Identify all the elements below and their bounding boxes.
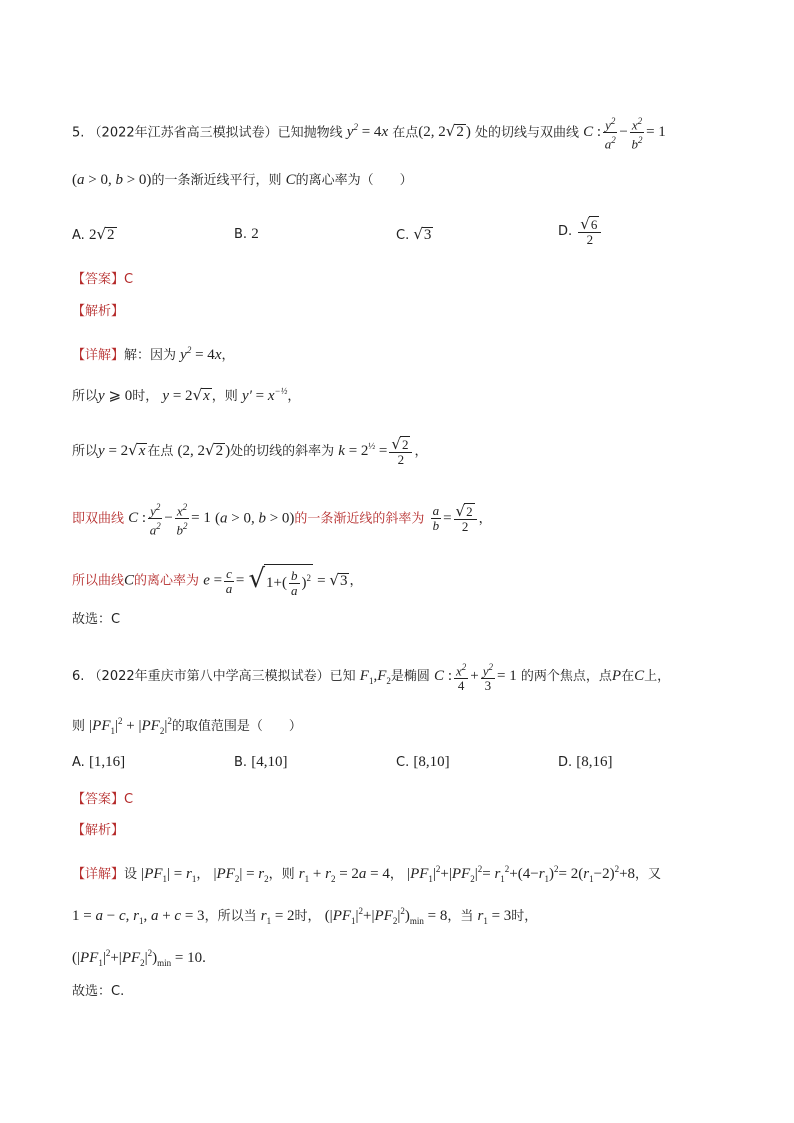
q6-option-d[interactable]: D. [8,16] xyxy=(558,754,613,770)
q6-answer: 【答案】C xyxy=(72,792,134,807)
math-parabola: $y^2 = 4x$ xyxy=(346,122,389,141)
q5-number: 5. xyxy=(72,125,85,141)
q6-choose: 故选：C. xyxy=(72,984,125,999)
q5-option-d[interactable]: D. $\frac{√6}{2}$ xyxy=(558,216,603,247)
q6-number: 6. xyxy=(72,669,85,685)
q5-option-b[interactable]: B. 2 xyxy=(234,226,259,242)
q6-option-a[interactable]: A. [1,16] xyxy=(72,754,126,770)
q5-source: （2022年江苏省高三模拟试卷） xyxy=(88,125,278,141)
q6-detail-line3: $(|PF_1|^2+|PF_2|^2)_{min} = 10$. xyxy=(72,948,206,968)
q5-stem-line2: (a > 0, b > 0)的一条渐近线平行，则 C的离心率为（ ） xyxy=(72,172,413,188)
q5-detail-line4: 即双曲线 C : $\frac{y^2}{a^2}$ − $\frac{x^2}{b^2}$ = 1 (a > 0, b > 0)的一条渐近线的斜率为 $\frac{a}{b}$ = $\frac{√2}{2}$ ， xyxy=(72,502,492,538)
q5-stem-line1: 5. （2022年江苏省高三模拟试卷）已知抛物线 $y^2 = 4x$ 在点(2, 2√2 ) 处的切线与双曲线 C : $\frac{y^2}{a^2}$ − $\frac{x^2}{b^2}$ = 1 xyxy=(72,116,666,152)
math-condition: (a > 0, b > 0) xyxy=(72,172,152,188)
math-hyperbola: C : $\frac{y^2}{a^2}$ − $\frac{x^2}{b^2}$ = 1 xyxy=(583,116,666,152)
q6-detail-line2: 1 = a − c, $r_1$, a + c = 3，所以当 $r_1 = 2$时， $(|PF_1|^2+|PF_2|^2)_{min} = 8$，当 $r_1 = 3$时， xyxy=(72,906,538,926)
q6-source: （2022年重庆市第八中学高三模拟试卷） xyxy=(88,669,330,685)
q5-choose: 故选：C xyxy=(72,612,121,627)
q6-option-b[interactable]: B. [4,10] xyxy=(234,754,288,770)
q6-option-c[interactable]: C. [8,10] xyxy=(396,754,450,770)
q6-detail-line1: 【详解】设 $|PF_1| = r_1$， $|PF_2| = r_2$，则 $r_1 + r_2 = 2a = 4$， $|PF_1|^2+|PF_2|^2= r_1^2+(4-r_1)^2= 2(r_1-2)^2+8$，又 xyxy=(72,864,662,884)
q6-stem-line2: 则 $|PF_1|^2 + |PF_2|^2$的取值范围是（ ） xyxy=(72,716,302,736)
q5-detail-line2: 所以y ⩾ 0时， y = 2√x ，则 $y' = x^{-\frac{1}{2}}$， xyxy=(72,386,301,404)
math-point: (2, 2√2 ) xyxy=(418,122,471,141)
q5-answer: 【答案】C xyxy=(72,272,134,287)
q5-detail-line3: 所以y = 2√x 在点 (2, 2√2 )处的切线的斜率为 $k = 2^{\frac{1}{2}}$ = $\frac{√2}{2}$ ， xyxy=(72,435,428,467)
q5-detail-line1: 【详解】解：因为 $y^2 = 4x$， xyxy=(72,345,235,363)
q5-option-c[interactable]: C. √3 xyxy=(396,225,432,243)
q5-detail-line5: 所以曲线C的离心率为 e = $\frac{c}{a}$ = √1+( $\frac{b}{a}$ )$^2$ = √3 ， xyxy=(72,564,363,599)
math-ellipse: C : $\frac{x^2}{4}$ + $\frac{y^2}{3}$ = 1 xyxy=(434,662,517,694)
q6-analysis-label: 【解析】 xyxy=(72,823,125,838)
q6-stem-line1: 6. （2022年重庆市第八中学高三模拟试卷）已知 $F_1,F_2$是椭圆 C : $\frac{x^2}{4}$ + $\frac{y^2}{3}$ = 1 的两个焦点，点P在C上， xyxy=(72,662,671,694)
q5-analysis-label: 【解析】 xyxy=(72,304,125,319)
q5-option-a[interactable]: A. 2√2 xyxy=(72,225,115,243)
